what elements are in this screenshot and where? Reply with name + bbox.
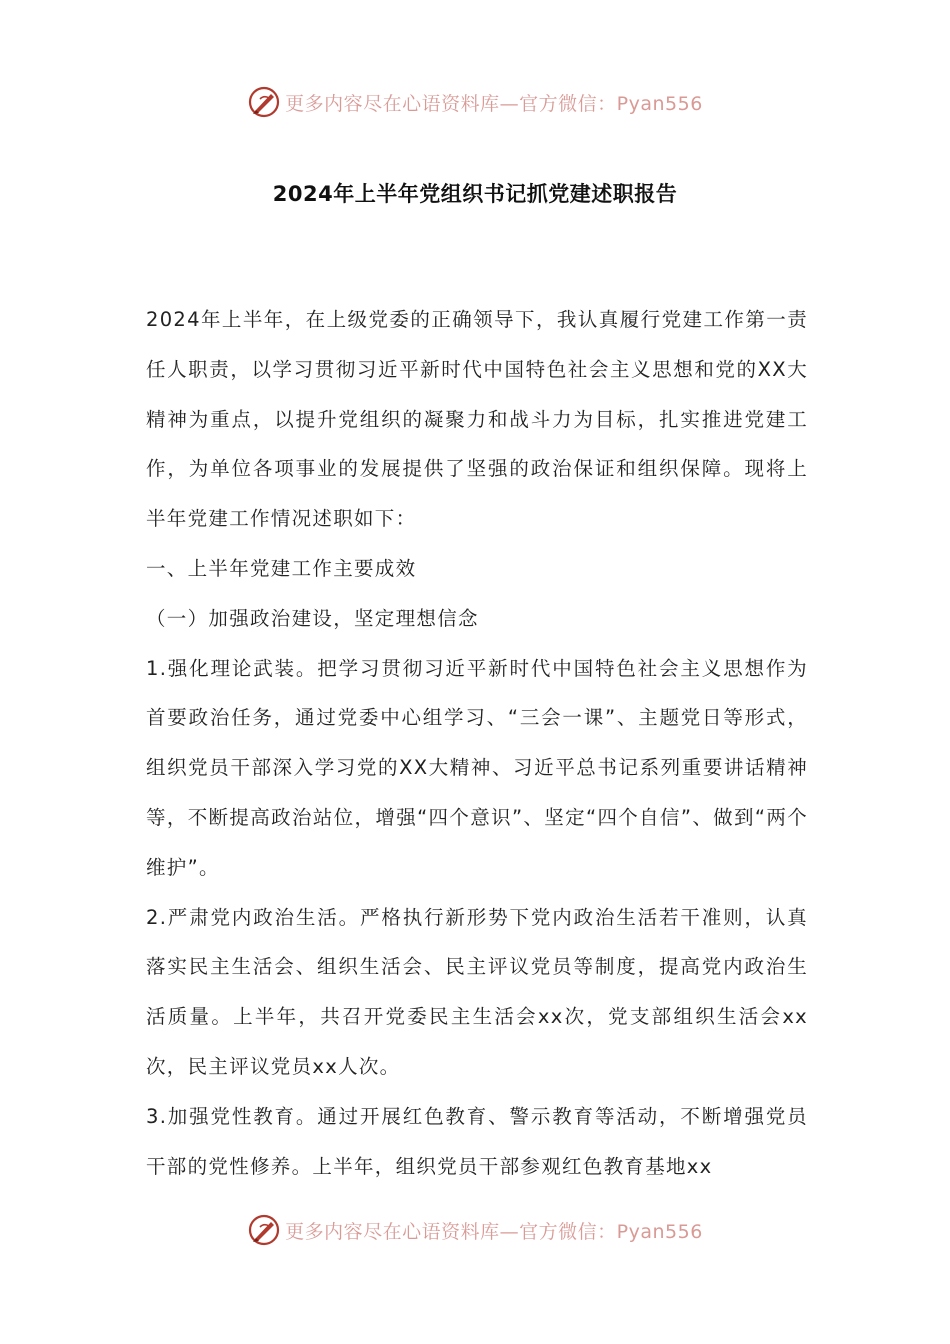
watermark-text: 更多内容尽在心语资料库—官方微信：Pyan556	[285, 1220, 703, 1243]
intro-paragraph: 2024年上半年，在上级党委的正确领导下，我认真履行党建工作第一责任人职责，以学习贯彻习近平新时代中国特色社会主义思想和党的XX大精神为重点，以提升党组织的凝聚力和战斗力为目标，扎实推进党建工作，为单位各项事业的发展提供了坚强的政治保证和组织保障。现将上半年党建工作情况述职如下：	[146, 308, 808, 531]
document-body	[146, 295, 808, 1191]
list-item: 2.严肃党内政治生活。严格执行新形势下党内政治生活若干准则，认真落实民主生活会、组织生活会、民主评议党员等制度，提高党内政治生活质量。上半年，共召开党委民主生活会xx次，党支部组织生活会xx次，民主评议党员xx人次。	[146, 905, 808, 1078]
watermark-handle: Pyan556	[616, 92, 703, 115]
subsection-heading: （一）加强政治建设，坚定理想信念	[146, 606, 479, 630]
watermark-text: 更多内容尽在心语资料库—官方微信：Pyan556	[285, 92, 703, 115]
pen-circle-logo-icon	[247, 85, 281, 119]
watermark-handle: Pyan556	[616, 1220, 703, 1243]
document-title: 2024年上半年党组织书记抓党建述职报告	[272, 182, 678, 206]
footer-watermark	[0, 1210, 950, 1250]
list-item: 3.加强党性教育。通过开展红色教育、警示教育等活动，不断增强党员干部的党性修养。上半年，组织党员干部参观红色教育基地xx	[146, 1104, 808, 1178]
pen-circle-logo-icon	[247, 1213, 281, 1247]
header-watermark	[0, 82, 950, 122]
section-heading: 一、上半年党建工作主要成效	[146, 556, 417, 580]
list-item: 1.强化理论武装。把学习贯彻习近平新时代中国特色社会主义思想作为首要政治任务，通过党委中心组学习、“三会一课”、主题党日等形式，组织党员干部深入学习党的XX大精神、习近平总书记系列重要讲话精神等，不断提高政治站位，增强“四个意识”、坚定“四个自信”、做到“两个维护”。	[146, 656, 808, 879]
